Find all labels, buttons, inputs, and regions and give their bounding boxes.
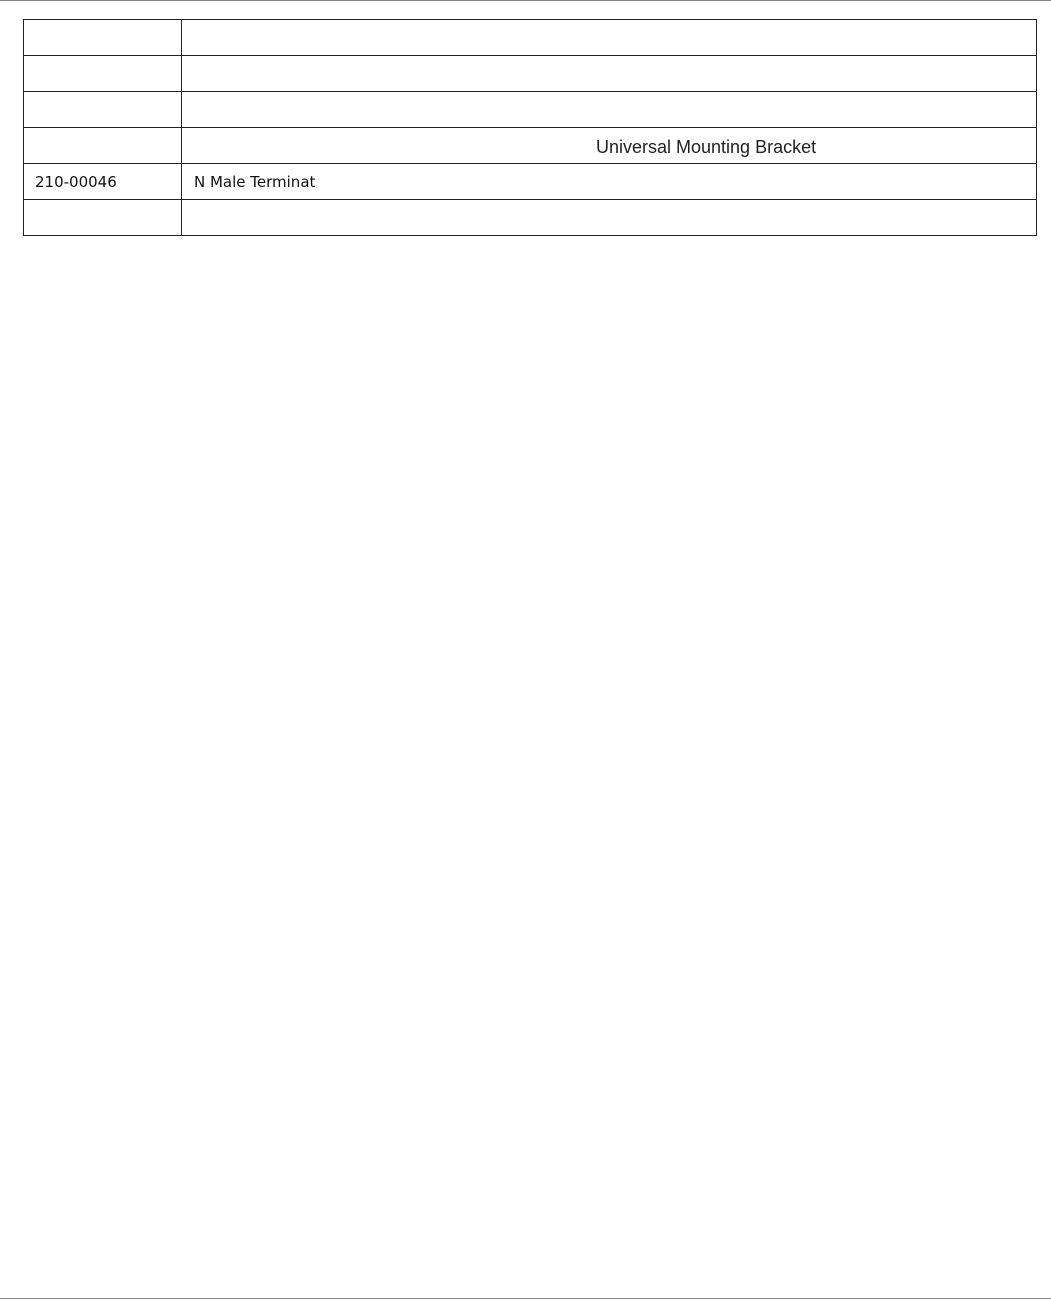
table-row xyxy=(24,56,1037,92)
description-cell: N Male Terminat xyxy=(182,164,1037,200)
part-number-cell xyxy=(24,200,182,236)
parts-table xyxy=(23,19,1037,236)
description-cell xyxy=(182,56,1037,92)
table-row xyxy=(24,92,1037,128)
top-rule xyxy=(0,0,1051,1)
description-cell xyxy=(182,200,1037,236)
table-row xyxy=(24,164,1037,200)
description-cell xyxy=(182,20,1037,56)
table-row xyxy=(24,20,1037,56)
part-number-cell: 210-00046 xyxy=(24,164,182,200)
universal-mounting-bracket-label: Universal Mounting Bracket xyxy=(596,137,817,157)
bottom-rule xyxy=(0,1298,1051,1299)
table-row xyxy=(24,128,1037,164)
description-cell xyxy=(182,92,1037,128)
table-row xyxy=(24,200,1037,236)
part-number-cell xyxy=(24,20,182,56)
part-number-cell xyxy=(24,92,182,128)
part-number-cell xyxy=(24,56,182,92)
part-number-cell xyxy=(24,128,182,164)
